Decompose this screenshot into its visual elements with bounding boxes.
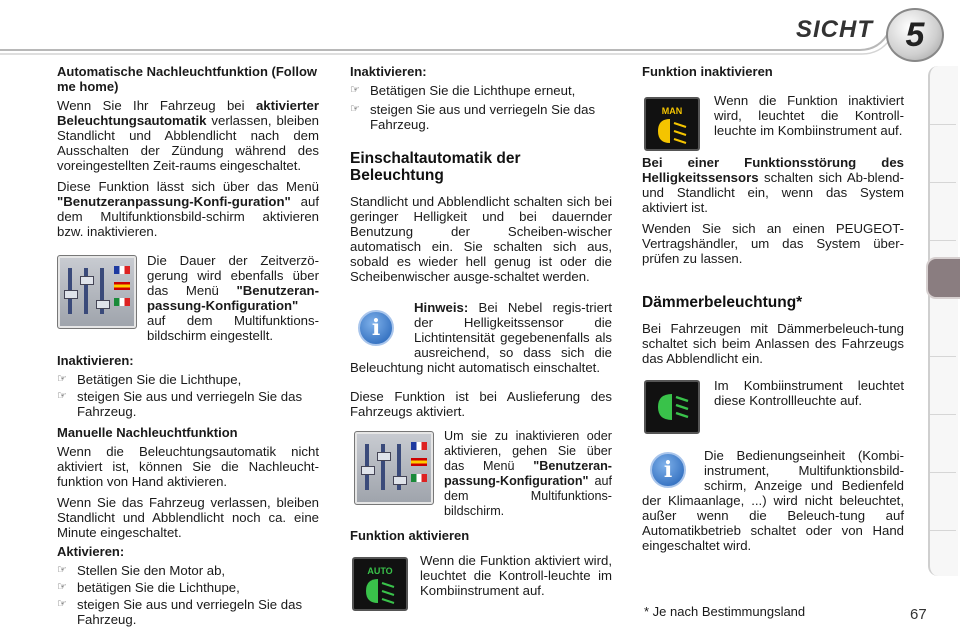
dipped-beam-warning-icon (644, 380, 700, 434)
hint-paragraph: Hinweis: Bei Nebel regis-triert der Helligkeitssensor die Lichtintensität gegebenenfalls als ausreichend, so dass sich die Beleuchtung nicht automatisch einschaltet. (350, 300, 612, 375)
column-2 (350, 64, 612, 525)
control-unit-paragraph: Die Bedienungseinheit (Kombi-instrument, Multifunktionsbild-schirm, Anzeige und Bedienfeld der Klimaanlage, ...) wird nicht beleuchtet, außer wenn die Beleuch-tung auf Automatikbetrieb schaltet oder von Hand eingeschaltet wird. (642, 448, 904, 553)
chapter-number: 5 (905, 16, 925, 54)
man-headlamp-warning-icon: MAN (644, 97, 700, 151)
finger-icon: ☞ (57, 373, 67, 385)
list-item: ☞ Betätigen Sie die Lichthupe erneut, (350, 83, 576, 98)
col1-menu-block (57, 253, 319, 349)
list-item: ☞ steigen Sie aus und verriegeln Sie das Fahrzeug. (57, 597, 303, 627)
chapter-tabs (928, 66, 958, 576)
info-icon: i (650, 452, 686, 488)
column-3 (642, 64, 904, 559)
column-1 (57, 64, 319, 546)
finger-icon: ☞ (57, 390, 67, 402)
finger-icon: ☞ (350, 103, 360, 115)
col2-deactivate-heading: Inaktivieren: (350, 64, 427, 79)
settings-sliders-icon (57, 255, 137, 329)
list-item: ☞ steigen Sie aus und verriegeln Sie das Fahrzeug. (350, 102, 596, 132)
manual-follow-me-heading: Manuelle Nachleuchtfunktion (57, 425, 238, 440)
hint-block (350, 300, 612, 381)
function-deactivate-heading: Funktion inaktivieren (642, 64, 773, 79)
auto-headlamp-warning-icon: AUTO (352, 557, 408, 611)
col1-manual-paragraph-2: Wenn Sie das Fahrzeug verlassen, bleiben Standlicht und Abblendlicht noch ca. eine Minute eingeschaltet. (57, 495, 319, 540)
page-title: SICHT (796, 16, 873, 43)
col1-deactivate-heading: Inaktivieren: (57, 353, 134, 368)
column-2-bottom (350, 528, 612, 611)
col2-paragraph-2: Diese Funktion ist bei Auslieferung des Fahrzeugs aktiviert. (350, 389, 612, 419)
auto-lighting-section-title: Einschaltautomatik der Beleuchtung (350, 150, 521, 184)
info-icon: i (358, 310, 394, 346)
function-activate-text: Wenn die Funktion aktiviert wird, leuchtet die Kontroll-leuchte im Kombiinstrument auf. (420, 553, 612, 598)
sensor-fault-paragraph: Bei einer Funktionsstörung des Helligkeitssensors schalten sich Ab-blend- und Standlicht ein, wenn das System aktiviert ist. (642, 155, 904, 215)
function-activate-heading: Funktion aktivieren (350, 528, 470, 543)
col2-paragraph-1: Standlicht und Abblendlicht schalten sich bei geringer Helligkeit und bei dauernder Benutzung der Scheiben-wischer automatisch ein. Sie schalten sich aus, sobald es wieder hell genug ist oder die Scheibenwischer ausge-schaltet werden. (350, 194, 612, 284)
col1-paragraph-1: Wenn Sie Ihr Fahrzeug bei aktivierter Beleuchtungsautomatik verlassen, bleiben Standlicht und Abblendlicht nach dem Ausschalten der Zündung während des voreingestellten Zeit-raums eingeschaltet. (57, 98, 319, 173)
finger-icon: ☞ (350, 84, 360, 96)
active-chapter-tab[interactable] (926, 257, 960, 299)
col2-menu-block (350, 429, 612, 525)
finger-icon: ☞ (57, 581, 67, 593)
list-item: ☞ Stellen Sie den Motor ab, (57, 563, 226, 578)
chapter-badge (886, 8, 944, 62)
col1-paragraph-2: Diese Funktion lässt sich über das Menü "Benutzeranpassung-Konfi-guration" auf dem Multifunktionsbild-schirm aktivieren bzw. inaktivieren. (57, 179, 319, 239)
function-deactivate-text: Wenn die Funktion inaktiviert wird, leuchtet die Kontroll-leuchte im Kombiinstrument auf. (714, 93, 904, 138)
daytime-lighting-section-title: Dämmerbeleuchtung* (642, 294, 803, 311)
list-item: ☞ betätigen Sie die Lichthupe, (57, 580, 240, 595)
dealer-paragraph: Wenden Sie sich an einen PEUGEOT-Vertragshändler, um das System über-prüfen zu lassen. (642, 221, 904, 266)
col1-activate-heading: Aktivieren: (57, 544, 125, 559)
list-item: ☞ steigen Sie aus und verriegeln Sie das Fahrzeug. (57, 389, 303, 419)
daytime-paragraph: Bei Fahrzeugen mit Dämmerbeleuch-tung schaltet sich beim Anlassen des Fahrzeugs das Abblendlicht ein. (642, 321, 904, 366)
follow-me-home-heading: Automatische Nachleuchtfunktion (Follow me home) (57, 64, 318, 94)
lamp-text: Im Kombiinstrument leuchtet diese Kontrollleuchte auf. (714, 378, 904, 408)
col1-paragraph-3: Die Dauer der Zeitverzö-gerung wird ebenfalls über das Menü "Benutzeran-passung-Konfiguration" auf dem Multifunktions-bildschirm eingestellt. (147, 253, 319, 343)
finger-icon: ☞ (57, 598, 67, 610)
finger-icon: ☞ (57, 564, 67, 576)
list-item: ☞ Betätigen Sie die Lichthupe, (57, 372, 242, 387)
column-1-bottom (57, 544, 319, 629)
col1-manual-paragraph-1: Wenn die Beleuchtungsautomatik nicht aktiviert ist, können Sie die Nachleucht-funktion von Hand aktivieren. (57, 444, 319, 489)
settings-sliders-icon (354, 431, 434, 505)
col2-paragraph-3: Um sie zu inaktivieren oder aktivieren, gehen Sie über das Menü "Benutzeran-passung-Konfiguration" auf dem Multifunktions-bildschirm. (444, 429, 612, 518)
page-header (0, 0, 960, 58)
page-number: 67 (910, 606, 927, 623)
footnote: * Je nach Bestimmungsland (644, 604, 806, 619)
